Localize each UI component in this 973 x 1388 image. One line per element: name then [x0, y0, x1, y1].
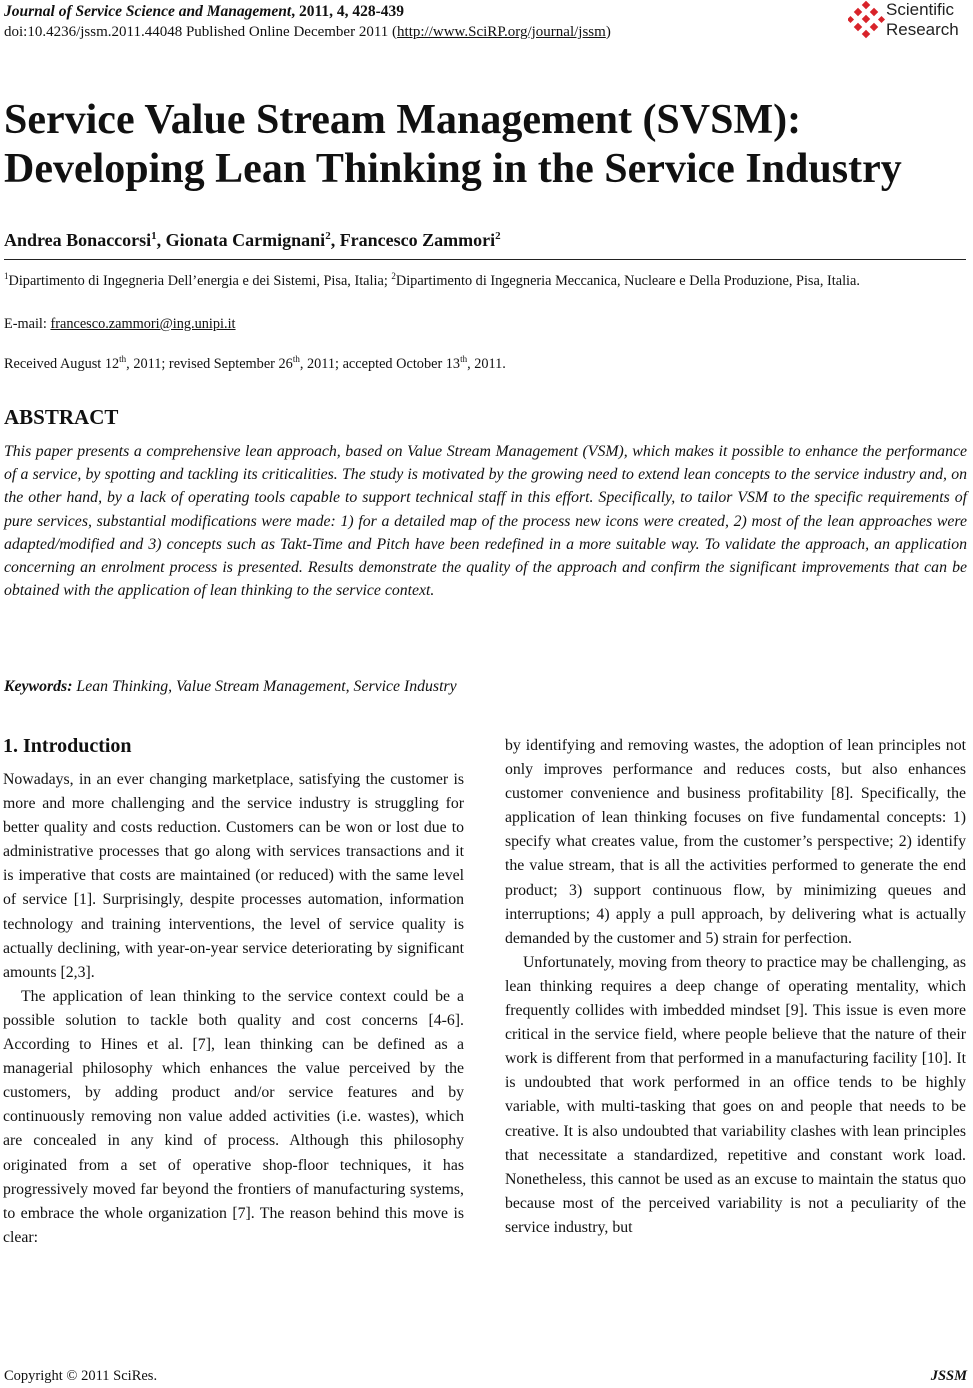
paper-title — [4, 96, 969, 194]
date-suffix: th — [460, 354, 468, 365]
email-line — [4, 314, 236, 334]
journal-citation — [4, 2, 404, 22]
keywords-label: Keywords: — [4, 678, 73, 695]
logo-text — [886, 0, 959, 40]
author-affil-sup: 2 — [325, 230, 331, 242]
author-name: Andrea Bonaccorsi — [4, 230, 152, 250]
body-paragraph: Nowadays, in an ever changing marketplace, satisfying the customer is more and more challenging and the service industry is struggling for better quality and costs reduction. Customers can be won or lost due to administrative processes that go along with services transactions and it is imperative that costs are maintained (or reduced) with the same level of service [1]. Surprisingly, despite processes automation, information technology and training interventions, the level of service quality is actually declining, with year-on-year service deteriorating by significant amounts [2,3]. — [3, 771, 464, 981]
affiliations — [4, 271, 970, 292]
publisher-logo — [846, 0, 970, 42]
body-paragraph: The application of lean thinking to the service context could be a possible solution to tackle both quality and cost concerns [4-6]. According to Hines et al. [7], lean thinking can be defined as a managerial philosophy which enhances the value perceived by the customers, by adding product and/or service features and by continuously removing non value added activities (i.e. wastes), which are concealed in any kind of process. Although this philosophy originated from a set of operative shop-floor techniques, it has progressively moved far beyond the frontiers of manufacturing systems, to embrace the whole organization [7]. The reason behind this move is clear: — [3, 987, 464, 1246]
doi-line — [4, 22, 611, 42]
logo-line-2: Research — [886, 20, 959, 39]
email-label: E-mail: — [4, 316, 51, 332]
author-affil-sup: 2 — [495, 230, 501, 242]
title-line-1: Service Value Stream Management (SVSM): — [4, 97, 802, 143]
date-accepted: , 2011; accepted October 13 — [299, 356, 461, 372]
author-list — [4, 228, 501, 252]
author-separator: , — [330, 230, 340, 250]
doi-close: ) — [605, 24, 611, 40]
journal-url-link[interactable]: http://www.SciRP.org/journal/jssm — [397, 24, 606, 40]
abstract-text: This paper presents a comprehensive lean approach, based on Value Stream Management (VSM), which makes it possible to enhance the performance of a service, by spotting and tackling its criticalities. The study is motivated by the growing need to extend lean concepts to the service industry and, on the other hand, by a lack of operating tools capable to support technical staff in this effort. Specifically, to tailor VSM to the specific requirements of pure services, substantial modifications were made: 1) for a detailed map of the process new icons were created, 2) most of the lean approaches were adapted/modified and 3) concepts such as Takt-Time and Pitch have been redefined in a more suitable way. To validate the approach, an application concerning an enrolment process is presented. Results demonstrate the quality of the approach and confirm the significant improvements that can be obtained with the application of lean thinking to the service context. — [4, 443, 967, 600]
journal-volume: , 2011, 4, 428-439 — [291, 3, 404, 20]
abstract-heading: ABSTRACT — [4, 405, 119, 429]
affil-text-1: Dipartimento di Ingegneria Dell’energia e dei Sistemi, Pisa, Italia; — [8, 273, 392, 289]
header-divider — [4, 259, 966, 260]
author-name: Gionata Carmignani — [165, 230, 326, 250]
email-link[interactable]: francesco.zammori@ing.unipi.it — [50, 316, 236, 332]
author-separator: , — [156, 230, 166, 250]
affil-sup-1: 1 — [4, 271, 9, 282]
author-affil-sup: 1 — [151, 230, 157, 242]
journal-name: Journal of Service Science and Management — [4, 3, 292, 20]
date-year: , 2011. — [467, 356, 506, 372]
keywords-list: Lean Thinking, Value Stream Management, Service Industry — [72, 678, 457, 695]
affil-sup-2: 2 — [391, 271, 396, 282]
footer-journal-abbrev: JSSM — [930, 1368, 967, 1384]
doi-text: doi:10.4236/jssm.2011.44048 Published Online December 2011 ( — [4, 24, 398, 40]
date-received: Received August 12 — [4, 356, 120, 372]
date-suffix: th — [292, 354, 300, 365]
date-suffix: th — [119, 354, 127, 365]
scientific-research-logo-icon — [848, 1, 886, 41]
body-paragraph: Unfortunately, moving from theory to practice may be challenging, as lean thinking requires a deep change of operating mentality, which frequently collides with imbedded mindset [9]. This issue is even more critical in the service field, where people believe that the nature of their work is different from that performed in a manufacturing facility [10]. It is undoubted that work performed in an office tends to be highly variable, with multi-tasking that goes on and people that needs to be creative. It is also undoubted that variability clashes with lean principles that necessitate a standardized, repetitive and constant work load. Nonetheless, this cannot be used as an excuse to maintain the status quo because most of the perceived variability is not a peculiarity of the service industry, but — [505, 953, 966, 1236]
affil-text-2: Dipartimento di Ingegneria Meccanica, Nucleare e Della Produzione, Pisa, Italia. — [395, 273, 860, 289]
logo-line-1: Scientific — [886, 0, 955, 19]
title-line-2: Developing Lean Thinking in the Service Industry — [4, 146, 902, 192]
body-column-right — [505, 734, 966, 1240]
section-heading: 1. Introduction — [3, 735, 132, 757]
keywords-line — [4, 676, 457, 698]
author-name: Francesco Zammori — [339, 230, 496, 250]
submission-dates — [4, 354, 506, 374]
body-paragraph: by identifying and removing wastes, the adoption of lean principles not only improves performance and reduces costs, but also enhances customer convenience and business profitability [8]. Specifically, the application of lean thinking focuses on five fundamental concepts: 1) specify what creates value, from the customer’s perspective; 2) identify the value stream, that is all the activities performed to generate the end product; 3) support continuous flow, by minimizing queues and interruptions; 4) apply a pull approach, by delivering what is actually demanded by the customer and 5) strain for perfection. — [505, 737, 966, 947]
date-revised: , 2011; revised September 26 — [126, 356, 293, 372]
body-column-left — [3, 733, 464, 1250]
footer-copyright: Copyright © 2011 SciRes. — [4, 1368, 158, 1384]
